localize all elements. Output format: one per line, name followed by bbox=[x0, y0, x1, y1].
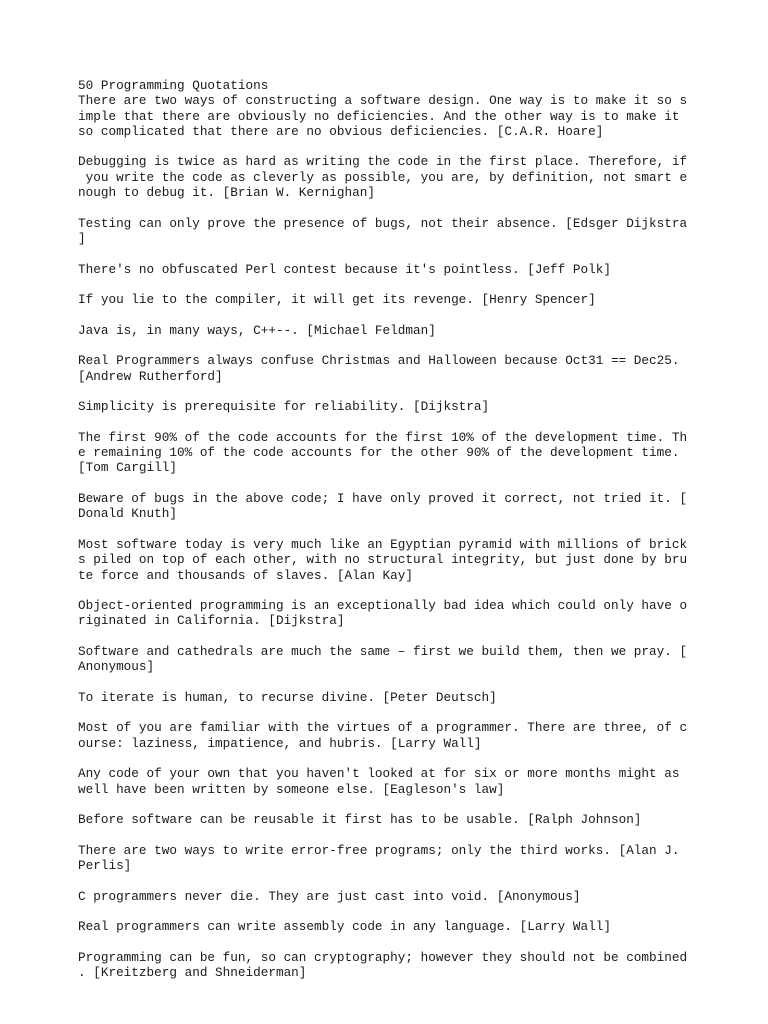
quote-line: Testing can only prove the presence of bugs, not their absence. [Edsger Dijkstra bbox=[78, 215, 688, 231]
quote-line: Anonymous] bbox=[78, 659, 155, 675]
quote-line: s piled on top of each other, with no structural integrity, but just done by bru bbox=[78, 552, 688, 568]
quote-line: riginated in California. [Dijkstra] bbox=[78, 613, 345, 629]
quote-paragraph bbox=[78, 919, 698, 934]
quote-paragraph bbox=[78, 216, 698, 247]
quote-list bbox=[78, 93, 698, 980]
quote-line: Real programmers can write assembly code in any language. [Larry Wall] bbox=[78, 919, 611, 935]
quote-line: you write the code as cleverly as possible, you are, by definition, not smart e bbox=[78, 169, 688, 185]
quote-line: Most software today is very much like an Egyptian pyramid with millions of brick bbox=[78, 536, 688, 552]
quote-paragraph bbox=[78, 644, 698, 675]
quote-paragraph bbox=[78, 889, 698, 904]
quote-paragraph bbox=[78, 812, 698, 827]
quote-paragraph bbox=[78, 292, 698, 307]
quote-line: There are two ways of constructing a software design. One way is to make it so s bbox=[78, 93, 688, 109]
quote-line: Most of you are familiar with the virtues of a programmer. There are three, of c bbox=[78, 720, 688, 736]
quote-line: There are two ways to write error-free programs; only the third works. [Alan J. bbox=[78, 842, 680, 858]
quote-line: . [Kreitzberg and Shneiderman] bbox=[78, 965, 307, 981]
quote-line: Object-oriented programming is an exceptionally bad idea which could only have o bbox=[78, 598, 688, 614]
quote-paragraph bbox=[78, 154, 698, 200]
quote-paragraph bbox=[78, 766, 698, 797]
quote-paragraph bbox=[78, 598, 698, 629]
quote-line: imple that there are obviously no deficiencies. And the other way is to make it bbox=[78, 108, 680, 124]
quote-line: C programmers never die. They are just cast into void. [Anonymous] bbox=[78, 888, 581, 904]
document-title: 50 Programming Quotations bbox=[78, 78, 269, 93]
quote-line: There's no obfuscated Perl contest because it's pointless. [Jeff Polk] bbox=[78, 261, 611, 277]
quote-line: Perlis] bbox=[78, 858, 132, 874]
quote-line: Beware of bugs in the above code; I have only proved it correct, not tried it. [ bbox=[78, 491, 688, 507]
quote-line: Software and cathedrals are much the same – first we build them, then we pray. [ bbox=[78, 643, 688, 659]
quote-line: Before software can be reusable it first has to be usable. [Ralph Johnson] bbox=[78, 812, 642, 828]
quote-paragraph bbox=[78, 491, 698, 522]
quote-line: nough to debug it. [Brian W. Kernighan] bbox=[78, 185, 375, 201]
quote-line: ourse: laziness, impatience, and hubris. [Larry Wall] bbox=[78, 735, 482, 751]
quote-line: te force and thousands of slaves. [Alan Kay] bbox=[78, 567, 414, 583]
quote-line: If you lie to the compiler, it will get its revenge. [Henry Spencer] bbox=[78, 292, 596, 308]
quote-paragraph bbox=[78, 690, 698, 705]
quote-line: [Tom Cargill] bbox=[78, 460, 177, 476]
quote-line: so complicated that there are no obvious deficiencies. [C.A.R. Hoare] bbox=[78, 123, 604, 139]
quote-paragraph bbox=[78, 93, 698, 139]
quote-paragraph bbox=[78, 399, 698, 414]
quote-line: The first 90% of the code accounts for the first 10% of the development time. Th bbox=[78, 429, 688, 445]
quote-line: To iterate is human, to recurse divine. [Peter Deutsch] bbox=[78, 689, 497, 705]
quote-line: Any code of your own that you haven't looked at for six or more months might as bbox=[78, 766, 680, 782]
quote-line: well have been written by someone else. [Eagleson's law] bbox=[78, 781, 505, 797]
quote-paragraph bbox=[78, 353, 698, 384]
document-page bbox=[78, 78, 698, 996]
quote-paragraph bbox=[78, 843, 698, 874]
quote-line: Debugging is twice as hard as writing the code in the first place. Therefore, if bbox=[78, 154, 688, 170]
quote-line: Donald Knuth] bbox=[78, 506, 177, 522]
quote-paragraph bbox=[78, 262, 698, 277]
quote-paragraph bbox=[78, 950, 698, 981]
quote-line: e remaining 10% of the code accounts for the other 90% of the development time. bbox=[78, 445, 680, 461]
quote-line: Java is, in many ways, C++--. [Michael Feldman] bbox=[78, 322, 436, 338]
quote-paragraph bbox=[78, 430, 698, 476]
quote-line: [Andrew Rutherford] bbox=[78, 368, 223, 384]
quote-line: Real Programmers always confuse Christmas and Halloween because Oct31 == Dec25. bbox=[78, 353, 680, 369]
quote-line: Programming can be fun, so can cryptography; however they should not be combined bbox=[78, 949, 688, 965]
quote-paragraph bbox=[78, 323, 698, 338]
quote-paragraph bbox=[78, 537, 698, 583]
quote-paragraph bbox=[78, 720, 698, 751]
quote-line: ] bbox=[78, 230, 86, 246]
quote-line: Simplicity is prerequisite for reliability. [Dijkstra] bbox=[78, 399, 490, 415]
